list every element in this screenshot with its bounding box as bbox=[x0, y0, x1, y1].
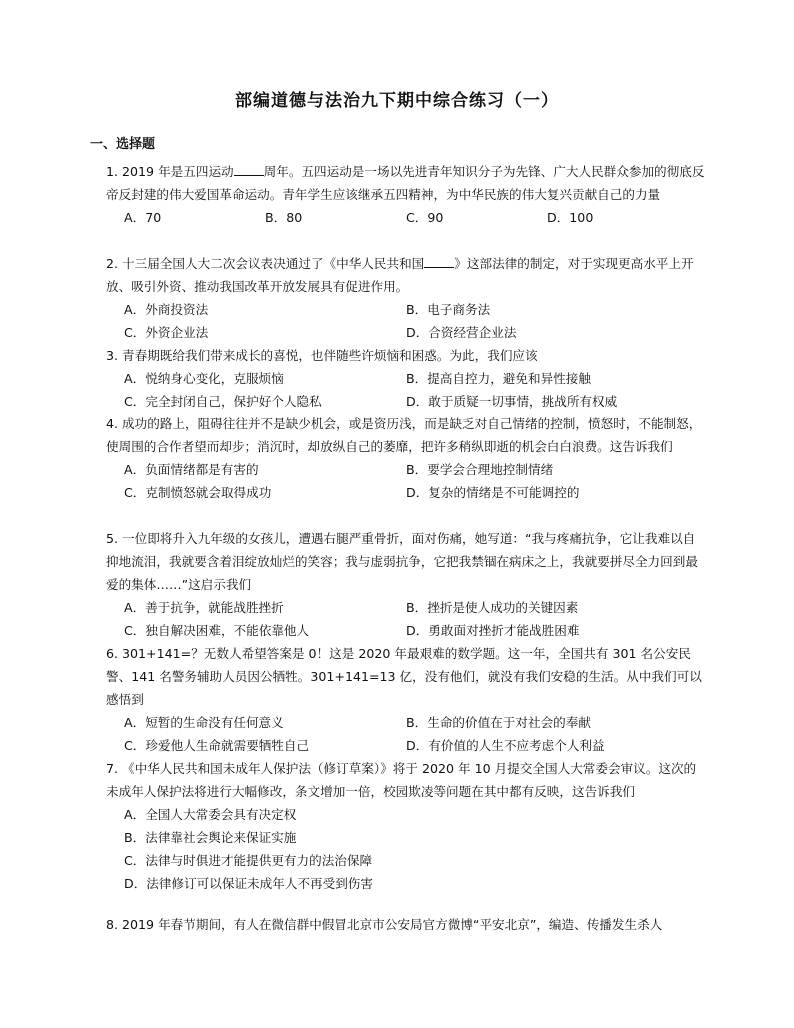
question-stem: 7. 《中华人民共和国未成年人保护法（修订草案）》将于 2020 年 10 月提交全国人大常委会审议。这次的未成年人保护法将进行大幅修改，条文增加一倍，校园欺凌等问题在其中都有反映，这告诉我们 bbox=[106, 761, 697, 799]
stem-text: 2. 十三届全国人大二次会议表决通过了《中华人民共和国 bbox=[106, 256, 425, 271]
question-8 bbox=[106, 913, 706, 936]
option-a: A．悦纳身心变化，克服烦恼 bbox=[124, 371, 284, 386]
options bbox=[106, 596, 706, 642]
fill-blank bbox=[424, 255, 454, 268]
question-stem: 5. 一位即将升入九年级的女孩儿，遭遇右腿严重骨折，面对伤痛，她写道：“我与疼痛抗争，它让我难以自抑地流泪，我就要含着泪绽放灿烂的笑容；我与虚弱抗争，它把我禁锢在病床之上，我就要拼尽全力回到最爱的集体……”这启示我们 bbox=[106, 531, 698, 592]
question-stem: 8. 2019 年春节期间，有人在微信群中假冒北京市公安局官方微博“平安北京”，编造、传播发生杀人 bbox=[106, 917, 663, 932]
option-d: D．合资经营企业法 bbox=[406, 325, 517, 340]
stem-text: 》这部法律的制定，对于实现更高水平上开放、吸引外资、推动我国改革开放发展具有促进作用。 bbox=[106, 256, 694, 294]
option-c: C．珍爱他人生命就需要牺牲自己 bbox=[124, 738, 310, 753]
question-5 bbox=[106, 527, 706, 642]
option-c: C．独自解决困难，不能依靠他人 bbox=[124, 623, 310, 638]
option-d: D．法律修订可以保证未成年人不再受到伤害 bbox=[124, 876, 373, 891]
question-stem bbox=[106, 160, 706, 206]
option-d: D．有价值的人生不应考虑个人利益 bbox=[406, 738, 605, 753]
option-b: B．80 bbox=[265, 210, 303, 225]
option-b: B．法律靠社会舆论来保证实施 bbox=[124, 830, 297, 845]
option-b: B．挫折是使人成功的关键因素 bbox=[406, 600, 579, 615]
option-d: D．100 bbox=[547, 210, 594, 225]
option-c: C．外资企业法 bbox=[124, 325, 209, 340]
option-a: A．短暂的生命没有任何意义 bbox=[124, 715, 284, 730]
option-d: D．敢于质疑一切事情，挑战所有权威 bbox=[406, 394, 618, 409]
option-b: B．提高自控力，避免和异性接触 bbox=[406, 371, 591, 386]
options bbox=[106, 206, 706, 229]
option-b: B．要学会合理地控制情绪 bbox=[406, 462, 554, 477]
option-a: A．70 bbox=[124, 210, 162, 225]
document-title: 部编道德与法治九下期中综合练习（一） bbox=[235, 91, 559, 111]
stem-text: 1. 2019 年是五四运动 bbox=[106, 164, 234, 179]
question-stem: 6. 301+141=？无数人希望答案是 0！这是 2020 年最艰难的数学题。这一年，全国共有 301 名公安民警、141 名警务辅助人员因公牺牲。301+141=13 亿，没有他们，就没有我们安稳的生活。从中我们可以感悟到 bbox=[106, 646, 702, 707]
question-stem: 4. 成功的路上，阻碍往往并不是缺少机会，或是资历浅，而是缺乏对自己情绪的控制，愤怒时，不能制怒，使周围的合作者望而却步；消沉时，却放纵自己的萎靡，把许多稍纵即逝的机会白白浪费。这告诉我们 bbox=[106, 416, 702, 454]
option-a: A．善于抗争，就能战胜挫折 bbox=[124, 600, 284, 615]
option-a: A．外商投资法 bbox=[124, 302, 209, 317]
option-c: C．90 bbox=[406, 210, 444, 225]
fill-blank bbox=[234, 163, 264, 176]
question-stem: 3. 青春期既给我们带来成长的喜悦，也伴随些许烦恼和困惑。为此，我们应该 bbox=[106, 348, 538, 363]
option-d: D．复杂的情绪是不可能调控的 bbox=[406, 485, 580, 500]
question-1 bbox=[106, 160, 706, 229]
option-b: B．电子商务法 bbox=[406, 302, 491, 317]
option-c: C．克制愤怒就会取得成功 bbox=[124, 485, 272, 500]
options bbox=[106, 458, 706, 504]
question-7 bbox=[106, 757, 706, 895]
question-2 bbox=[106, 252, 706, 344]
options bbox=[106, 298, 706, 344]
options bbox=[106, 803, 706, 895]
option-a: A．全国人大常委会具有决定权 bbox=[124, 807, 297, 822]
options bbox=[106, 711, 706, 757]
question-6 bbox=[106, 642, 706, 757]
question-3 bbox=[106, 344, 706, 413]
option-a: A．负面情绪都是有害的 bbox=[124, 462, 259, 477]
stem-text: 周年。五四运动是一场以先进青年知识分子为先锋、广大人民群众参加的彻底反帝反封建的伟大爱国革命运动。青年学生应该继承五四精神，为中华民族的伟大复兴贡献自己的力量 bbox=[106, 164, 705, 202]
question-stem bbox=[106, 252, 706, 298]
option-c: C．完全封闭自己，保护好个人隐私 bbox=[124, 394, 322, 409]
option-d: D．勇敢面对挫折才能战胜困难 bbox=[406, 623, 580, 638]
options bbox=[106, 367, 706, 413]
question-4 bbox=[106, 412, 706, 504]
section-heading: 一、选择题 bbox=[90, 137, 156, 152]
option-b: B．生命的价值在于对社会的奉献 bbox=[406, 715, 591, 730]
option-c: C．法律与时俱进才能提供更有力的法治保障 bbox=[124, 853, 373, 868]
